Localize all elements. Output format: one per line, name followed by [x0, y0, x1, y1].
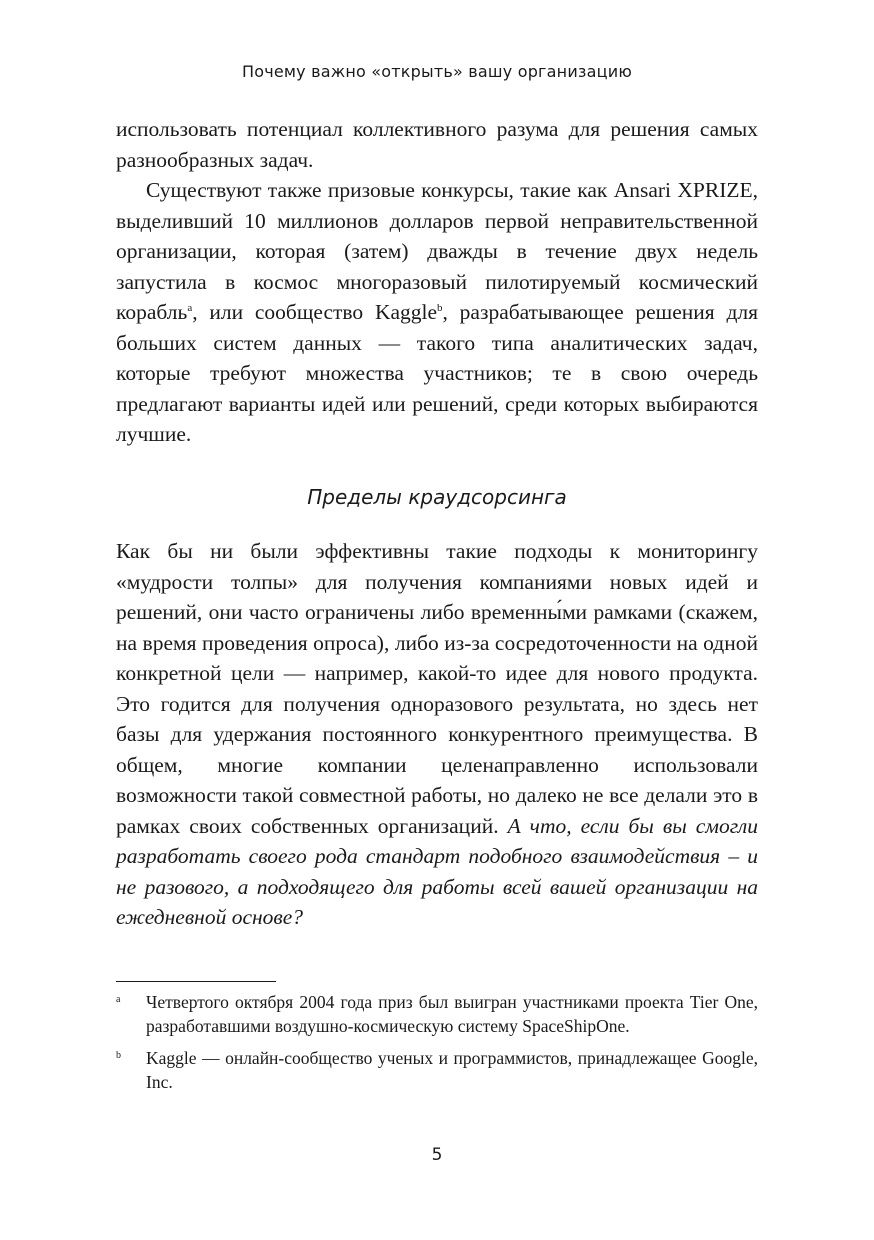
section-heading: Пределы краудсорсинга	[307, 485, 567, 509]
footnote-text: Четвертого октября 2004 года приз был выигран участниками проекта Tier One, разработавшими воздушно-космическую систему SpaceShipOne.	[146, 992, 758, 1036]
footnote-text: Kaggle — онлайн-сообщество ученых и программистов, принадлежащее Google, Inc.	[146, 1048, 758, 1092]
footnote-a	[116, 990, 758, 1038]
body-text-top	[116, 114, 758, 450]
running-head: Почему важно «открыть» вашу организацию	[241, 62, 633, 81]
paragraph-text: Существуют также призовые конкурсы, такие как Ansari XPRIZE, выделивший 10 миллионов долларов первой неправительственной организации, которая (затем) дважды в течение двух недель запустила в космос многоразовый пилотируемый космический корабль	[116, 178, 758, 324]
body-text-bottom	[116, 536, 758, 933]
paragraph-prize-contests	[116, 175, 758, 450]
footnote-mark: a	[116, 994, 121, 1005]
footnote-mark: b	[116, 1050, 121, 1061]
paragraph-text: , или сообщество Kaggle	[192, 300, 438, 324]
footnote-ref-b[interactable]: b	[437, 301, 443, 314]
paragraph-continuation: использовать потенциал коллективного разума для решения самых разнообразных задач.	[116, 117, 758, 172]
footnote-b	[116, 1046, 758, 1094]
page-number: 5	[431, 1145, 443, 1165]
paragraph-text: Как бы ни были эффективны такие подходы к мониторингу «мудрости толпы» для получения компаниями новых идей и решений, они часто ограничены либо временны́ми рамками (скажем, на время проведения опроса), либо из-за сосредоточенности на одной конкретной цели — например, какой-то идее для нового продукта. Это годится для получения одноразового результата, но здесь нет базы для удержания постоянного конкурентного преимущества. В общем, многие компании целенаправленно использовали возможности такой совместной работы, но далеко не все делали это в рамках своих собственных организаций.	[116, 539, 758, 838]
paragraph-text: , разрабатывающее решения для больших систем данных — такого типа аналитических задач, которые требуют множества участников; те в свою очередь предлагают варианты идей или решений, среди которых выбираются лучшие.	[116, 300, 758, 446]
footnote-ref-a[interactable]: a	[187, 301, 193, 314]
paragraph-italic-question: А что, если бы вы смогли разработать своего рода стандарт подобного взаимодействия – и не разового, а подходящего для работы всей вашей организации на ежедневной основе?	[116, 813, 758, 929]
footnote-divider	[116, 981, 276, 982]
paragraph-crowdsourcing-limits	[116, 536, 758, 933]
footnotes	[116, 990, 758, 1102]
